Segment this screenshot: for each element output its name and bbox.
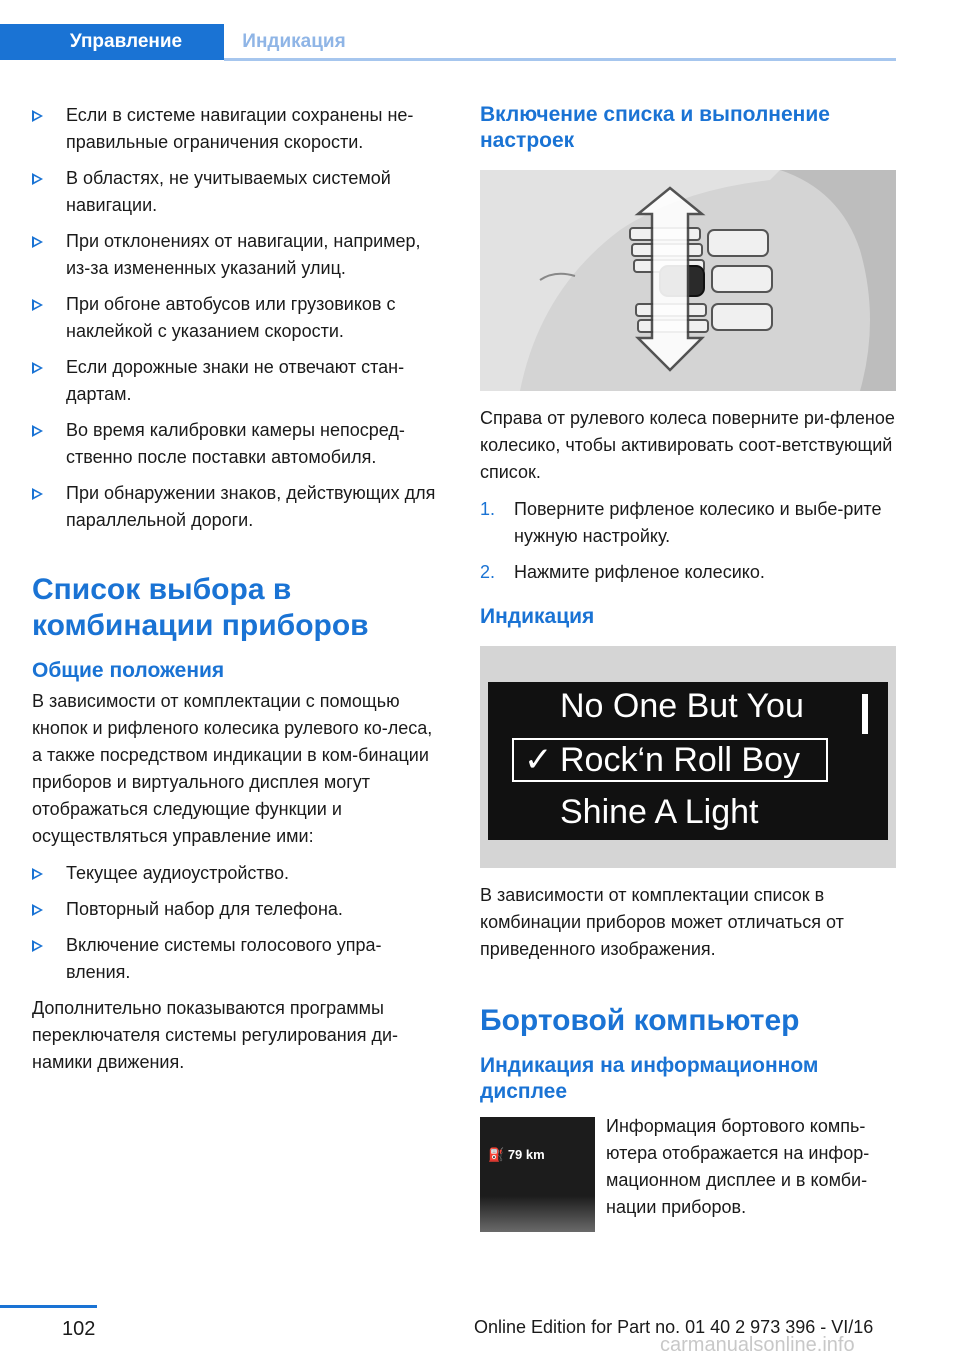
triangle-bullet-icon <box>32 868 43 880</box>
triangle-bullet-icon <box>32 236 43 248</box>
subsection-title-general: Общие положения <box>32 659 225 682</box>
triangle-bullet-icon <box>32 904 43 916</box>
image-fade <box>480 1196 595 1232</box>
display-item: No One But You <box>560 687 804 725</box>
list-item: Если дорожные знаки не отвечают стан-дартам. <box>32 354 442 408</box>
edition-label: Online Edition for Part no. 01 40 2 973 396 - VI/16 <box>474 1317 874 1337</box>
list-item: Текущее аудиоустройство. <box>32 860 442 887</box>
triangle-bullet-icon <box>32 173 43 185</box>
list-item: При отклонениях от навигации, например, из-за измененных указаний улиц. <box>32 228 442 282</box>
tab-indication[interactable]: Индикация <box>242 31 346 52</box>
list-item: Если в системе навигации сохранены не-правильные ограничения скорости. <box>32 102 442 156</box>
triangle-bullet-icon <box>32 362 43 374</box>
caption-display: В зависимости от комплектации список в комбинации приборов может отличаться от приведенного изображения. <box>480 885 844 959</box>
watermark: carmanualsonline.info <box>660 1334 855 1356</box>
display-item: Rock‘n Roll Boy <box>560 741 800 779</box>
info-display-image <box>480 1117 595 1232</box>
triangle-bullet-icon <box>32 425 43 437</box>
closing-paragraph: Дополнительно показываются программы переключателя системы регулирования ди-намики движения. <box>32 998 399 1072</box>
steering-wheel-illustration <box>480 170 896 391</box>
page-header <box>0 24 896 64</box>
triangle-bullet-icon <box>32 299 43 311</box>
display-item: Shine A Light <box>560 793 759 831</box>
triangle-bullet-icon <box>32 488 43 500</box>
list-item: При обнаружении знаков, действующих для параллельной дороги. <box>32 480 442 534</box>
info-display-text: Информация бортового компь-ютера отображается на инфор-мационном дисплее и в комби-нации приборов. <box>606 1116 870 1217</box>
triangle-bullet-icon <box>32 110 43 122</box>
fuel-pump-icon: ⛽ <box>488 1147 508 1162</box>
functions-list <box>32 860 442 986</box>
list-item: Во время калибровки камеры непосред-ственно после поставки автомобиля. <box>32 417 442 471</box>
tab-control[interactable]: Управление <box>0 24 224 60</box>
display-screen <box>488 682 888 840</box>
range-readout: ⛽ 79 km <box>488 1147 545 1162</box>
header-divider <box>224 58 896 61</box>
section-title-onboard-computer: Бортовой компьютер <box>480 1004 800 1037</box>
limitations-list <box>32 102 442 534</box>
instrument-display-image <box>480 646 896 868</box>
caption-wheel: Справа от рулевого колеса поверните ри-фленое колесико, чтобы активировать соот-ветствующий список. <box>480 408 895 482</box>
footer-divider <box>0 1305 97 1308</box>
list-item: Включение системы голосового упра-вления. <box>32 932 442 986</box>
page-number: 102 <box>62 1318 96 1340</box>
list-item: Повторный набор для телефона. <box>32 896 442 923</box>
intro-paragraph: В зависимости от комплектации с помощью кнопок и рифленого колесика рулевого ко-леса, а также посредством индикации в ком-бинации приборов и виртуального дисплея могут отображаться следующие функции и осуществляться управление ими: <box>32 691 433 846</box>
left-column <box>32 102 442 1086</box>
checkmark-icon: ✓ <box>524 741 553 779</box>
list-item: В областях, не учитываемых системой навигации. <box>32 165 442 219</box>
heading-indication: Индикация <box>480 605 595 628</box>
list-item: При обгоне автобусов или грузовиков с наклейкой с указанием скорости. <box>32 291 442 345</box>
right-column <box>480 102 896 1237</box>
heading-activate-list: Включение списка и выполнение настроек <box>480 103 830 152</box>
steering-wheel-image <box>480 170 896 391</box>
section-title-selection-list: Список выбора в комбинации приборов <box>32 573 369 642</box>
list-item: 2. Нажмите рифленое колесико. <box>480 562 765 582</box>
steps-list <box>480 496 896 586</box>
list-item: 1. Поверните рифленое колесико и выбе-рите нужную настройку. <box>480 499 882 546</box>
display-scrollbar <box>862 694 868 734</box>
subsection-title-info-display: Индикация на информационном дисплее <box>480 1054 819 1103</box>
triangle-bullet-icon <box>32 940 43 952</box>
info-display-row <box>480 1113 896 1237</box>
